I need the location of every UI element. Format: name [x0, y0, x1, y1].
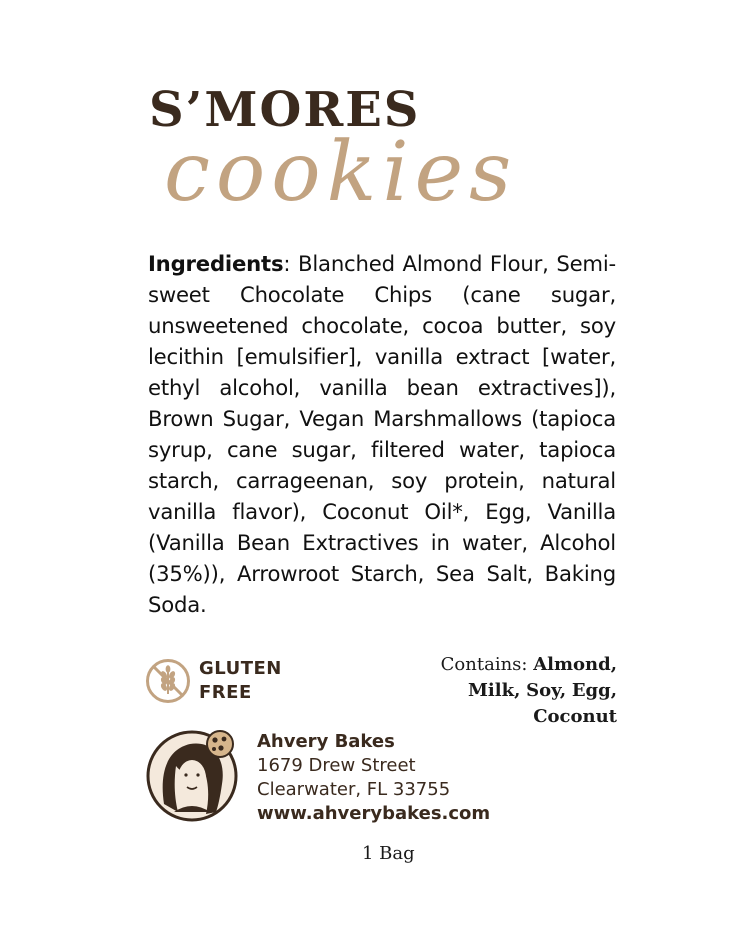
- wheat-crossed-icon: [145, 658, 191, 704]
- business-website-link[interactable]: www.ahverybakes.com: [257, 803, 491, 824]
- bakery-logo-avatar: [146, 726, 242, 822]
- ingredients-label: Ingredients: [148, 251, 284, 276]
- allergen-statement: [397, 652, 617, 730]
- package-quantity: 1 Bag: [362, 843, 415, 864]
- allergen-egg: Egg,: [571, 680, 617, 701]
- contains-prefix: Contains:: [440, 654, 534, 675]
- gluten-free-label: GLUTEN FREE: [199, 658, 282, 703]
- gluten-free-badge: [145, 657, 282, 705]
- business-street: 1679 Drew Street: [257, 755, 416, 776]
- allergen-milk: Milk,: [468, 680, 521, 701]
- ingredients-text: : Blanched Almond Flour, Semi-sweet Chocolate Chips (cane sugar, unsweetened chocolate, cocoa butter, soy lecithin [emulsifier], vanilla extract [water, ethyl alcohol, vanilla bean extractives]), Brown Sugar, Vegan Marshmallows (tapioca syrup, cane sugar, filtered water, tapioca starch, carrageenan, soy protein, natural vanilla flavor), Coconut Oil*, Egg, Vanilla (Vanilla Bean Extractives in water, Alcohol (35%)), Arrowroot Starch, Sea Salt, Baking Soda.: [148, 251, 616, 617]
- product-subtitle-script: cookies: [164, 125, 518, 220]
- allergen-soy: Soy,: [526, 680, 567, 701]
- allergen-coconut: Coconut: [533, 706, 617, 727]
- product-title: S’MORES: [149, 82, 421, 138]
- business-city: Clearwater, FL 33755: [257, 779, 451, 800]
- business-info: [257, 730, 490, 826]
- business-name: Ahvery Bakes: [257, 731, 395, 752]
- ingredients-paragraph: [148, 248, 616, 620]
- allergen-almond: Almond,: [533, 654, 617, 675]
